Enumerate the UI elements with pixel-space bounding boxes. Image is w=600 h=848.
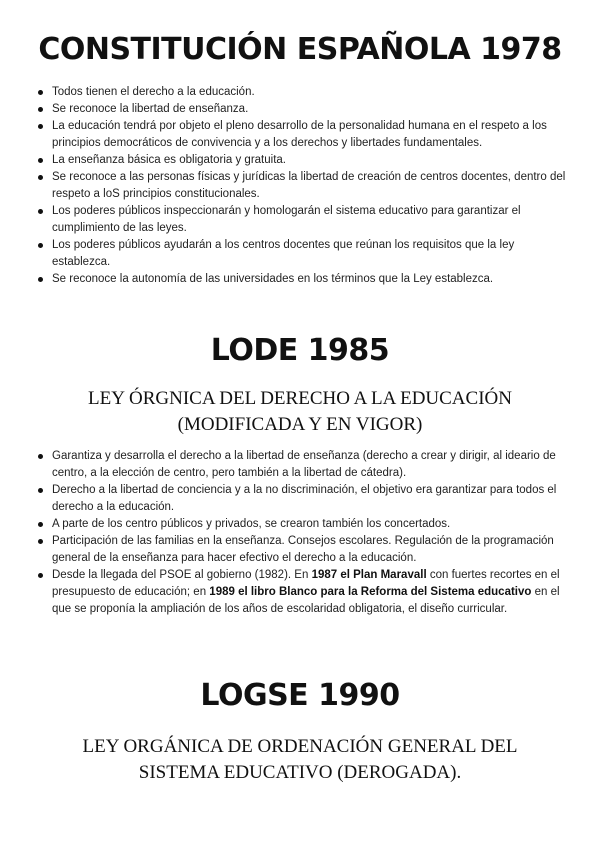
list-item: Se reconoce a las personas físicas y jurídicas la libertad de creación de centros docentes, dentro del respeto a loS principios constitucionales. xyxy=(36,169,566,203)
section-title-lode: LODE 1985 xyxy=(210,333,390,368)
list-item: Los poderes públicos ayudarán a los centros docentes que reúnan los requisitos que la ley establezca. xyxy=(36,237,566,271)
list-item: Se reconoce la libertad de enseñanza. xyxy=(36,101,566,118)
list-item: Participación de las familias en la enseñanza. Consejos escolares. Regulación de la programación general de la enseñanza para hacer efectivo el derecho a la educación. xyxy=(36,533,566,567)
subtitle-line: SISTEMA EDUCATIVO (DEROGADA). xyxy=(138,762,462,783)
list-item: Garantiza y desarrolla el derecho a la libertad de enseñanza (derecho a crear y dirigir, al ideario de centro, a la elección de centro, pero también a la libertad de cátedra). xyxy=(36,448,566,482)
list-item: Derecho a la libertad de conciencia y a la no discriminación, el objetivo era garantizar para todos el derecho a la educación. xyxy=(36,482,566,516)
text-run: en el que se proponía la ampliación de los años de escolaridad obligatoria, el diseño curricular. xyxy=(52,586,560,615)
subtitle-line: (MODIFICADA Y EN VIGOR) xyxy=(177,414,423,435)
constitucion-list xyxy=(36,84,566,288)
list-item xyxy=(36,567,566,618)
section-subtitle-lode xyxy=(40,386,560,438)
subtitle-line: LEY ORGÁNICA DE ORDENACIÓN GENERAL DEL xyxy=(82,736,518,757)
section-title-constitucion: CONSTITUCIÓN ESPAÑOLA 1978 xyxy=(38,32,562,67)
lode-list xyxy=(36,448,566,618)
section-subtitle-logse xyxy=(40,734,560,786)
subtitle-line: LEY ÓRGNICA DEL DERECHO A LA EDUCACIÓN xyxy=(88,388,512,409)
section-title-logse: LOGSE 1990 xyxy=(200,678,400,713)
list-item: Se reconoce la autonomía de las universidades en los términos que la Ley establezca. xyxy=(36,271,566,288)
list-item: Todos tienen el derecho a la educación. xyxy=(36,84,566,101)
list-item: La enseñanza básica es obligatoria y gratuita. xyxy=(36,152,566,169)
bold-run: 1987 el Plan Maravall xyxy=(311,569,427,581)
text-run: con fuertes recortes en el presupuesto de educación; en xyxy=(52,569,560,598)
list-item: La educación tendrá por objeto el pleno desarrollo de la personalidad humana en el respeto a los principios democráticos de convivencia y a los derechos y libertades fundamentales. xyxy=(36,118,566,152)
text-run: Desde la llegada del PSOE al gobierno (1982). En xyxy=(52,569,312,581)
list-item: Los poderes públicos inspeccionarán y homologarán el sistema educativo para garantizar el cumplimiento de las leyes. xyxy=(36,203,566,237)
list-item: A parte de los centro públicos y privados, se crearon también los concertados. xyxy=(36,516,566,533)
bold-run: 1989 el libro Blanco para la Reforma del Sistema educativo xyxy=(209,586,532,598)
